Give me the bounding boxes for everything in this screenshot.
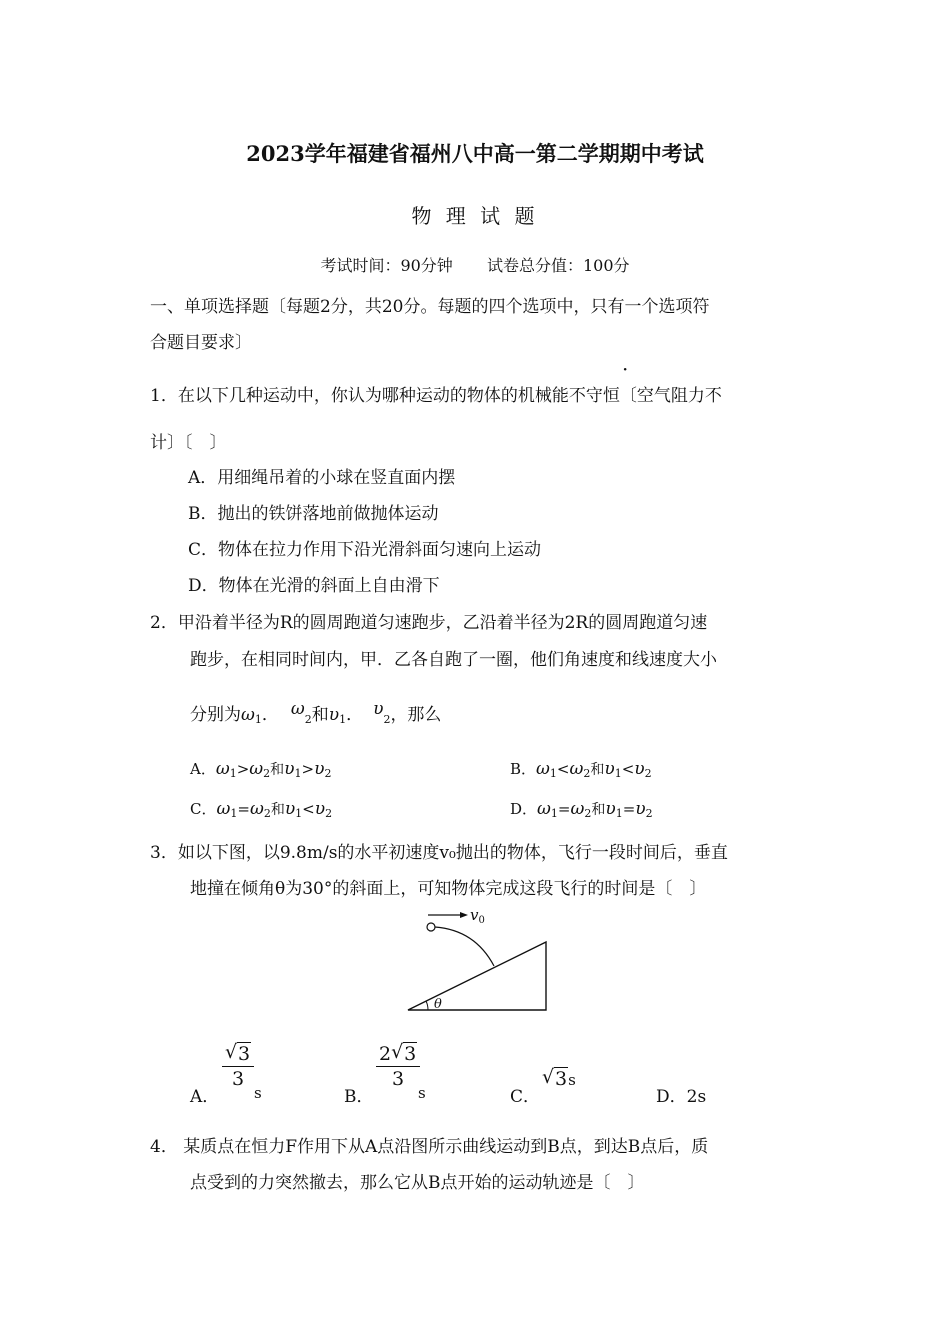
- section-heading-line2: 合题目要求〕: [150, 333, 252, 353]
- emphasis-dot: ·: [622, 357, 629, 381]
- q2-stem-line2: 跑步，在相同时间内，甲．乙各自跑了一圈，他们角速度和线速度大小: [190, 650, 717, 670]
- q1-option-b: B．抛出的铁饼落地前做抛体运动: [188, 504, 439, 524]
- upsilon-symbol: υ: [328, 705, 340, 725]
- q3-option-b-fraction: 2 √ 3 3: [376, 1043, 420, 1090]
- incline-triangle: [408, 942, 546, 1010]
- q4-stem-line2: 点受到的力突然撤去，那么它从B点开始的运动轨迹是〔 〕: [190, 1173, 645, 1193]
- ball: [427, 923, 435, 931]
- total-score: 试卷总分值：100分: [487, 256, 630, 275]
- upsilon-symbol: υ: [373, 699, 384, 719]
- q2-option-c: C．$\omega_1=\omega_2$和$\upsilon_1<\upsilon_2$: [190, 799, 333, 820]
- projectile-incline-figure: [400, 900, 560, 1020]
- exam-subtitle: 物 理 试 题: [411, 204, 539, 228]
- q2-stem-line1: 2．甲沿着半径为R的圆周跑道匀速跑步，乙沿着半径为2R的圆周跑道匀速: [150, 613, 708, 633]
- exam-title: 2023学年福建省福州八中高一第二学期期中考试: [246, 141, 704, 166]
- trajectory-curve: [435, 927, 494, 966]
- q2-option-d: D．$\omega_1=\omega_2$和$\upsilon_1=\upsilon_2$: [510, 799, 653, 820]
- q2-option-a: A．$\omega_1>\omega_2$和$\upsilon_1>\upsilon_2$: [190, 759, 332, 780]
- q3-option-b-unit: s: [418, 1084, 426, 1102]
- q1-stem-line1: 1．在以下几种运动中，你认为哪种运动的物体的机械能不守恒〔空气阻力不: [150, 386, 722, 406]
- exam-info: [0, 253, 950, 276]
- q3-option-d: D．2s: [656, 1087, 707, 1107]
- q4-stem-line1: 4． 某质点在恒力F作用下从A点沿图所示曲线运动到B点，到达B点后，质: [150, 1137, 709, 1157]
- q3-option-a-label: A．: [190, 1087, 220, 1107]
- q3-option-c-value: √ 3s: [542, 1066, 576, 1090]
- omega-symbol: ω: [241, 705, 255, 725]
- q1-stem-line2: 计〕〔 〕: [150, 433, 227, 453]
- q3-option-a-unit: s: [254, 1084, 262, 1102]
- omega-symbol: ω: [290, 699, 305, 719]
- angle-arc: [426, 1001, 428, 1010]
- q1-option-d: D．物体在光滑的斜面上自由滑下: [188, 576, 440, 596]
- q2-stem-line3: 分别为$\omega_1$． $\omega_2$和$\upsilon_1$． $\upsilon_2$，那么: [190, 699, 442, 726]
- q3-option-b-label: B．: [344, 1087, 374, 1107]
- q3-stem-line1: 3．如以下图，以9.8m/s的水平初速度v₀抛出的物体，飞行一段时间后，垂直: [150, 843, 728, 863]
- section-heading-line1: 一、单项选择题〔每题2分，共20分。每题的四个选项中，只有一个选项符: [150, 297, 710, 317]
- q3-stem-line2: 地撞在倾角θ为30°的斜面上，可知物体完成这段飞行的时间是〔 〕: [190, 879, 707, 899]
- q3-option-c-label: C．: [510, 1087, 541, 1107]
- theta-label: θ: [434, 997, 442, 1012]
- q1-option-a: A．用细绳吊着的小球在竖直面内摆: [188, 468, 456, 488]
- v0-label: $v_0$: [470, 906, 485, 926]
- q2-option-b: B．$\omega_1<\omega_2$和$\upsilon_1<\upsilon_2$: [510, 759, 652, 780]
- q3-option-a-fraction: √ 3 3: [222, 1043, 254, 1090]
- exam-time: 考试时间：90分钟: [320, 256, 453, 275]
- velocity-arrow-head: [460, 912, 468, 918]
- q1-option-c: C．物体在拉力作用下沿光滑斜面匀速向上运动: [188, 540, 542, 560]
